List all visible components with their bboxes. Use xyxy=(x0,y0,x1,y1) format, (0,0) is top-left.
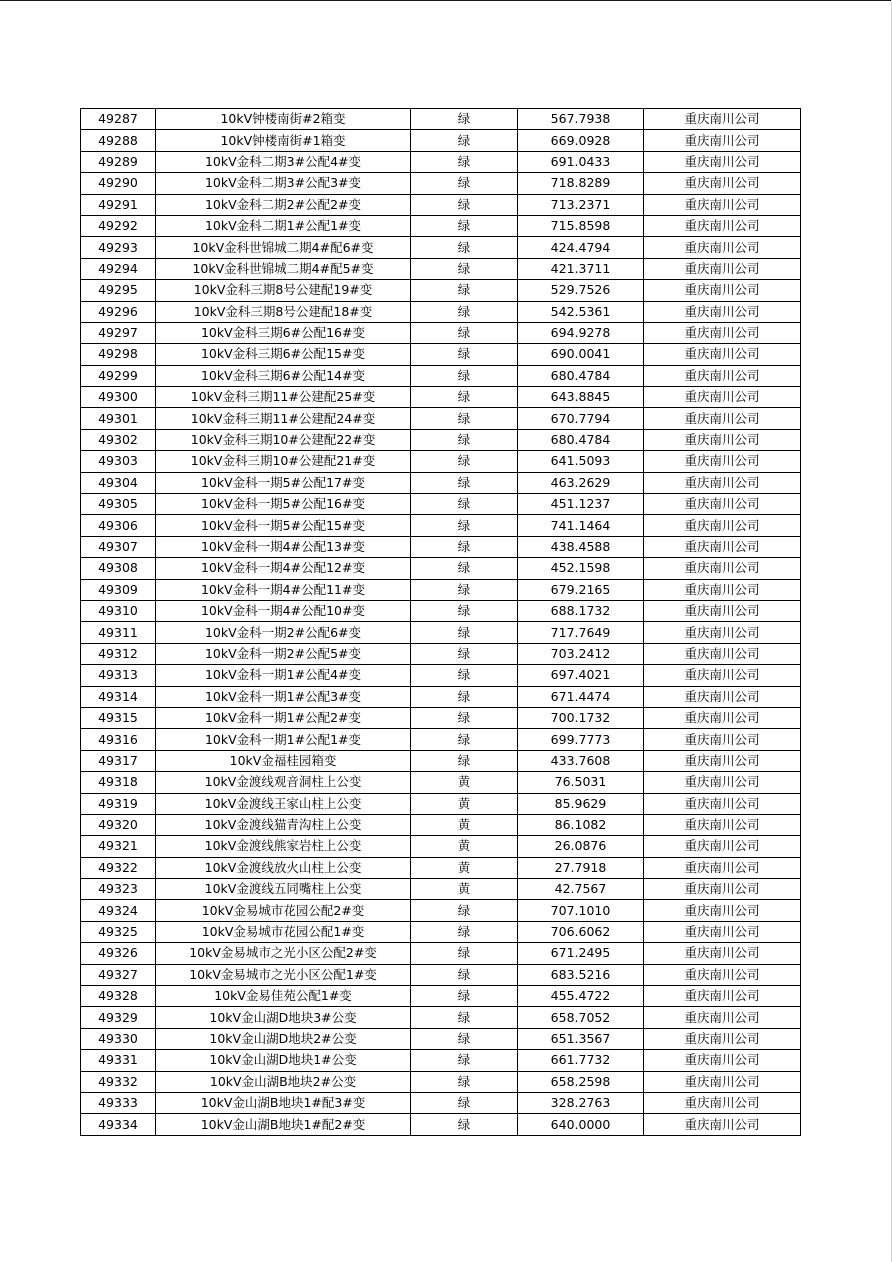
cell-transformer-name: 10kV金科一期5#公配16#变 xyxy=(156,494,411,515)
cell-status: 绿 xyxy=(411,515,518,536)
cell-value: 641.5093 xyxy=(518,451,644,472)
cell-company: 重庆南川公司 xyxy=(644,750,801,771)
cell-value: 707.1010 xyxy=(518,900,644,921)
cell-transformer-name: 10kV金科三期6#公配16#变 xyxy=(156,322,411,343)
cell-transformer-name: 10kV金渡线五同嘴柱上公变 xyxy=(156,879,411,900)
cell-company: 重庆南川公司 xyxy=(644,622,801,643)
cell-company: 重庆南川公司 xyxy=(644,130,801,151)
cell-value: 680.4784 xyxy=(518,429,644,450)
cell-transformer-name: 10kV金科一期5#公配15#变 xyxy=(156,515,411,536)
table-row xyxy=(81,387,801,408)
cell-value: 438.4588 xyxy=(518,536,644,557)
table-row xyxy=(81,130,801,151)
cell-transformer-name: 10kV金渡线猫青沟柱上公变 xyxy=(156,814,411,835)
cell-value: 669.0928 xyxy=(518,130,644,151)
cell-value: 700.1732 xyxy=(518,707,644,728)
cell-status: 绿 xyxy=(411,579,518,600)
cell-company: 重庆南川公司 xyxy=(644,258,801,279)
cell-value: 691.0433 xyxy=(518,151,644,172)
cell-id: 49289 xyxy=(81,151,156,172)
cell-transformer-name: 10kV金渡线观音洞柱上公变 xyxy=(156,772,411,793)
cell-status: 绿 xyxy=(411,365,518,386)
cell-status: 绿 xyxy=(411,964,518,985)
cell-status: 绿 xyxy=(411,344,518,365)
cell-transformer-name: 10kV金易城市之光小区公配1#变 xyxy=(156,964,411,985)
cell-company: 重庆南川公司 xyxy=(644,194,801,215)
table-row xyxy=(81,900,801,921)
cell-status: 绿 xyxy=(411,1050,518,1071)
cell-status: 绿 xyxy=(411,1007,518,1028)
cell-transformer-name: 10kV金科三期8号公建配19#变 xyxy=(156,280,411,301)
cell-status: 黄 xyxy=(411,793,518,814)
cell-status: 绿 xyxy=(411,322,518,343)
cell-id: 49299 xyxy=(81,365,156,386)
cell-status: 绿 xyxy=(411,943,518,964)
cell-transformer-name: 10kV金科一期2#公配5#变 xyxy=(156,643,411,664)
cell-value: 658.7052 xyxy=(518,1007,644,1028)
cell-status: 绿 xyxy=(411,151,518,172)
table-row xyxy=(81,494,801,515)
table-row xyxy=(81,707,801,728)
cell-company: 重庆南川公司 xyxy=(644,301,801,322)
cell-transformer-name: 10kV金山湖B地块1#配2#变 xyxy=(156,1114,411,1135)
cell-company: 重庆南川公司 xyxy=(644,579,801,600)
cell-id: 49319 xyxy=(81,793,156,814)
cell-id: 49334 xyxy=(81,1114,156,1135)
cell-transformer-name: 10kV金科二期2#公配2#变 xyxy=(156,194,411,215)
cell-status: 绿 xyxy=(411,536,518,557)
cell-value: 463.2629 xyxy=(518,472,644,493)
table-row xyxy=(81,665,801,686)
cell-status: 绿 xyxy=(411,109,518,130)
cell-transformer-name: 10kV金科二期3#公配4#变 xyxy=(156,151,411,172)
cell-transformer-name: 10kV金福桂园箱变 xyxy=(156,750,411,771)
cell-company: 重庆南川公司 xyxy=(644,408,801,429)
cell-value: 717.7649 xyxy=(518,622,644,643)
cell-status: 绿 xyxy=(411,280,518,301)
cell-company: 重庆南川公司 xyxy=(644,494,801,515)
cell-value: 76.5031 xyxy=(518,772,644,793)
table-row xyxy=(81,322,801,343)
cell-company: 重庆南川公司 xyxy=(644,429,801,450)
cell-company: 重庆南川公司 xyxy=(644,772,801,793)
cell-transformer-name: 10kV金科一期1#公配4#变 xyxy=(156,665,411,686)
cell-transformer-name: 10kV金科世锦城二期4#配6#变 xyxy=(156,237,411,258)
cell-company: 重庆南川公司 xyxy=(644,1092,801,1113)
cell-company: 重庆南川公司 xyxy=(644,643,801,664)
cell-company: 重庆南川公司 xyxy=(644,1071,801,1092)
cell-status: 绿 xyxy=(411,258,518,279)
cell-status: 绿 xyxy=(411,1028,518,1049)
cell-value: 86.1082 xyxy=(518,814,644,835)
cell-status: 绿 xyxy=(411,750,518,771)
table-row xyxy=(81,194,801,215)
table-row xyxy=(81,814,801,835)
cell-transformer-name: 10kV钟楼南街#1箱变 xyxy=(156,130,411,151)
cell-value: 679.2165 xyxy=(518,579,644,600)
cell-transformer-name: 10kV金科一期4#公配11#变 xyxy=(156,579,411,600)
table-row xyxy=(81,472,801,493)
cell-company: 重庆南川公司 xyxy=(644,280,801,301)
cell-transformer-name: 10kV金科三期6#公配15#变 xyxy=(156,344,411,365)
table-row xyxy=(81,600,801,621)
table-row xyxy=(81,536,801,557)
cell-value: 529.7526 xyxy=(518,280,644,301)
cell-value: 640.0000 xyxy=(518,1114,644,1135)
cell-value: 452.1598 xyxy=(518,558,644,579)
cell-value: 694.9278 xyxy=(518,322,644,343)
cell-status: 绿 xyxy=(411,665,518,686)
table-row xyxy=(81,921,801,942)
cell-id: 49333 xyxy=(81,1092,156,1113)
cell-value: 542.5361 xyxy=(518,301,644,322)
cell-transformer-name: 10kV金科二期1#公配1#变 xyxy=(156,215,411,236)
cell-status: 黄 xyxy=(411,857,518,878)
cell-status: 绿 xyxy=(411,387,518,408)
table-row xyxy=(81,643,801,664)
table-row xyxy=(81,451,801,472)
table-body xyxy=(81,109,801,1136)
cell-id: 49296 xyxy=(81,301,156,322)
cell-value: 680.4784 xyxy=(518,365,644,386)
cell-value: 42.7567 xyxy=(518,879,644,900)
cell-id: 49287 xyxy=(81,109,156,130)
cell-id: 49315 xyxy=(81,707,156,728)
cell-status: 绿 xyxy=(411,622,518,643)
cell-company: 重庆南川公司 xyxy=(644,344,801,365)
cell-value: 688.1732 xyxy=(518,600,644,621)
cell-id: 49316 xyxy=(81,729,156,750)
cell-id: 49324 xyxy=(81,900,156,921)
cell-transformer-name: 10kV金科一期4#公配10#变 xyxy=(156,600,411,621)
cell-company: 重庆南川公司 xyxy=(644,814,801,835)
cell-id: 49331 xyxy=(81,1050,156,1071)
cell-company: 重庆南川公司 xyxy=(644,365,801,386)
table-row xyxy=(81,151,801,172)
cell-id: 49323 xyxy=(81,879,156,900)
cell-value: 699.7773 xyxy=(518,729,644,750)
cell-value: 451.1237 xyxy=(518,494,644,515)
cell-status: 绿 xyxy=(411,729,518,750)
cell-id: 49305 xyxy=(81,494,156,515)
cell-value: 683.5216 xyxy=(518,964,644,985)
table-row xyxy=(81,750,801,771)
table-row xyxy=(81,558,801,579)
cell-transformer-name: 10kV金渡线王家山柱上公变 xyxy=(156,793,411,814)
cell-transformer-name: 10kV金山湖D地块1#公变 xyxy=(156,1050,411,1071)
cell-status: 黄 xyxy=(411,814,518,835)
cell-value: 706.6062 xyxy=(518,921,644,942)
cell-company: 重庆南川公司 xyxy=(644,558,801,579)
cell-id: 49332 xyxy=(81,1071,156,1092)
cell-id: 49310 xyxy=(81,600,156,621)
cell-transformer-name: 10kV金渡线放火山柱上公变 xyxy=(156,857,411,878)
table-row xyxy=(81,173,801,194)
cell-id: 49311 xyxy=(81,622,156,643)
cell-status: 绿 xyxy=(411,1071,518,1092)
table-row xyxy=(81,729,801,750)
cell-value: 690.0041 xyxy=(518,344,644,365)
cell-transformer-name: 10kV金科三期10#公建配22#变 xyxy=(156,429,411,450)
cell-id: 49291 xyxy=(81,194,156,215)
table-row xyxy=(81,408,801,429)
cell-company: 重庆南川公司 xyxy=(644,215,801,236)
cell-status: 绿 xyxy=(411,451,518,472)
cell-id: 49307 xyxy=(81,536,156,557)
table-row xyxy=(81,986,801,1007)
cell-transformer-name: 10kV金易城市花园公配1#变 xyxy=(156,921,411,942)
cell-id: 49309 xyxy=(81,579,156,600)
cell-company: 重庆南川公司 xyxy=(644,836,801,857)
table-row xyxy=(81,686,801,707)
cell-transformer-name: 10kV钟楼南街#2箱变 xyxy=(156,109,411,130)
cell-id: 49317 xyxy=(81,750,156,771)
table-row xyxy=(81,1050,801,1071)
cell-value: 26.0876 xyxy=(518,836,644,857)
cell-company: 重庆南川公司 xyxy=(644,536,801,557)
cell-id: 49303 xyxy=(81,451,156,472)
cell-value: 715.8598 xyxy=(518,215,644,236)
cell-company: 重庆南川公司 xyxy=(644,686,801,707)
cell-transformer-name: 10kV金科一期5#公配17#变 xyxy=(156,472,411,493)
cell-id: 49294 xyxy=(81,258,156,279)
cell-status: 黄 xyxy=(411,836,518,857)
cell-company: 重庆南川公司 xyxy=(644,1050,801,1071)
cell-company: 重庆南川公司 xyxy=(644,1028,801,1049)
table-row xyxy=(81,1071,801,1092)
table-row xyxy=(81,772,801,793)
cell-id: 49298 xyxy=(81,344,156,365)
cell-value: 718.8289 xyxy=(518,173,644,194)
table-row xyxy=(81,215,801,236)
cell-id: 49322 xyxy=(81,857,156,878)
table-row xyxy=(81,344,801,365)
cell-id: 49308 xyxy=(81,558,156,579)
cell-value: 661.7732 xyxy=(518,1050,644,1071)
cell-value: 741.1464 xyxy=(518,515,644,536)
cell-transformer-name: 10kV金山湖D地块2#公变 xyxy=(156,1028,411,1049)
cell-status: 绿 xyxy=(411,643,518,664)
cell-id: 49327 xyxy=(81,964,156,985)
cell-company: 重庆南川公司 xyxy=(644,964,801,985)
table-row xyxy=(81,301,801,322)
cell-transformer-name: 10kV金科一期1#公配1#变 xyxy=(156,729,411,750)
cell-status: 黄 xyxy=(411,879,518,900)
cell-transformer-name: 10kV金渡线熊家岩柱上公变 xyxy=(156,836,411,857)
cell-value: 670.7794 xyxy=(518,408,644,429)
cell-status: 绿 xyxy=(411,558,518,579)
cell-id: 49288 xyxy=(81,130,156,151)
cell-transformer-name: 10kV金科二期3#公配3#变 xyxy=(156,173,411,194)
cell-status: 绿 xyxy=(411,194,518,215)
cell-id: 49326 xyxy=(81,943,156,964)
cell-id: 49329 xyxy=(81,1007,156,1028)
cell-company: 重庆南川公司 xyxy=(644,729,801,750)
cell-status: 绿 xyxy=(411,472,518,493)
cell-company: 重庆南川公司 xyxy=(644,109,801,130)
table-row xyxy=(81,1007,801,1028)
cell-id: 49302 xyxy=(81,429,156,450)
cell-status: 绿 xyxy=(411,494,518,515)
cell-status: 绿 xyxy=(411,130,518,151)
cell-id: 49304 xyxy=(81,472,156,493)
table-row xyxy=(81,1028,801,1049)
table-row xyxy=(81,879,801,900)
cell-status: 绿 xyxy=(411,900,518,921)
cell-status: 绿 xyxy=(411,301,518,322)
cell-id: 49313 xyxy=(81,665,156,686)
cell-company: 重庆南川公司 xyxy=(644,173,801,194)
cell-transformer-name: 10kV金科三期10#公建配21#变 xyxy=(156,451,411,472)
cell-id: 49292 xyxy=(81,215,156,236)
table-row xyxy=(81,943,801,964)
cell-id: 49295 xyxy=(81,280,156,301)
cell-id: 49318 xyxy=(81,772,156,793)
table-row xyxy=(81,515,801,536)
cell-value: 455.4722 xyxy=(518,986,644,1007)
cell-company: 重庆南川公司 xyxy=(644,665,801,686)
cell-value: 658.2598 xyxy=(518,1071,644,1092)
cell-transformer-name: 10kV金易城市花园公配2#变 xyxy=(156,900,411,921)
cell-company: 重庆南川公司 xyxy=(644,237,801,258)
cell-status: 绿 xyxy=(411,408,518,429)
table-row xyxy=(81,1114,801,1135)
cell-status: 黄 xyxy=(411,772,518,793)
cell-value: 651.3567 xyxy=(518,1028,644,1049)
cell-company: 重庆南川公司 xyxy=(644,986,801,1007)
cell-value: 713.2371 xyxy=(518,194,644,215)
cell-id: 49290 xyxy=(81,173,156,194)
cell-company: 重庆南川公司 xyxy=(644,515,801,536)
table-row xyxy=(81,1092,801,1113)
cell-id: 49301 xyxy=(81,408,156,429)
cell-value: 703.2412 xyxy=(518,643,644,664)
cell-value: 697.4021 xyxy=(518,665,644,686)
cell-transformer-name: 10kV金山湖B地块1#配3#变 xyxy=(156,1092,411,1113)
table-row xyxy=(81,429,801,450)
cell-id: 49306 xyxy=(81,515,156,536)
cell-company: 重庆南川公司 xyxy=(644,151,801,172)
cell-status: 绿 xyxy=(411,921,518,942)
cell-status: 绿 xyxy=(411,237,518,258)
table-row xyxy=(81,857,801,878)
cell-value: 433.7608 xyxy=(518,750,644,771)
cell-company: 重庆南川公司 xyxy=(644,387,801,408)
cell-transformer-name: 10kV金科一期2#公配6#变 xyxy=(156,622,411,643)
table-row xyxy=(81,365,801,386)
cell-company: 重庆南川公司 xyxy=(644,1114,801,1135)
cell-id: 49330 xyxy=(81,1028,156,1049)
cell-company: 重庆南川公司 xyxy=(644,707,801,728)
cell-transformer-name: 10kV金科世锦城二期4#配5#变 xyxy=(156,258,411,279)
page-top-border xyxy=(0,0,892,1)
cell-status: 绿 xyxy=(411,215,518,236)
cell-transformer-name: 10kV金科三期8号公建配18#变 xyxy=(156,301,411,322)
cell-value: 424.4794 xyxy=(518,237,644,258)
cell-transformer-name: 10kV金山湖B地块2#公变 xyxy=(156,1071,411,1092)
table-row xyxy=(81,258,801,279)
cell-id: 49325 xyxy=(81,921,156,942)
cell-company: 重庆南川公司 xyxy=(644,943,801,964)
cell-company: 重庆南川公司 xyxy=(644,921,801,942)
cell-value: 27.7918 xyxy=(518,857,644,878)
table-row xyxy=(81,793,801,814)
cell-status: 绿 xyxy=(411,1114,518,1135)
cell-value: 85.9629 xyxy=(518,793,644,814)
cell-company: 重庆南川公司 xyxy=(644,1007,801,1028)
cell-id: 49328 xyxy=(81,986,156,1007)
cell-status: 绿 xyxy=(411,429,518,450)
cell-value: 328.2763 xyxy=(518,1092,644,1113)
cell-id: 49297 xyxy=(81,322,156,343)
table-row xyxy=(81,836,801,857)
cell-status: 绿 xyxy=(411,600,518,621)
cell-company: 重庆南川公司 xyxy=(644,322,801,343)
cell-id: 49320 xyxy=(81,814,156,835)
cell-company: 重庆南川公司 xyxy=(644,857,801,878)
cell-status: 绿 xyxy=(411,686,518,707)
cell-id: 49321 xyxy=(81,836,156,857)
cell-company: 重庆南川公司 xyxy=(644,600,801,621)
cell-transformer-name: 10kV金科三期11#公建配25#变 xyxy=(156,387,411,408)
cell-company: 重庆南川公司 xyxy=(644,900,801,921)
cell-transformer-name: 10kV金科一期1#公配2#变 xyxy=(156,707,411,728)
cell-id: 49314 xyxy=(81,686,156,707)
cell-value: 671.2495 xyxy=(518,943,644,964)
table-row xyxy=(81,622,801,643)
table-row xyxy=(81,237,801,258)
table-row xyxy=(81,579,801,600)
cell-company: 重庆南川公司 xyxy=(644,879,801,900)
cell-id: 49293 xyxy=(81,237,156,258)
cell-company: 重庆南川公司 xyxy=(644,472,801,493)
table-row xyxy=(81,280,801,301)
table-row xyxy=(81,109,801,130)
cell-company: 重庆南川公司 xyxy=(644,451,801,472)
cell-transformer-name: 10kV金易佳苑公配1#变 xyxy=(156,986,411,1007)
data-table xyxy=(80,108,801,1136)
cell-transformer-name: 10kV金科一期4#公配13#变 xyxy=(156,536,411,557)
cell-value: 643.8845 xyxy=(518,387,644,408)
cell-id: 49300 xyxy=(81,387,156,408)
cell-transformer-name: 10kV金易城市之光小区公配2#变 xyxy=(156,943,411,964)
cell-status: 绿 xyxy=(411,986,518,1007)
cell-transformer-name: 10kV金科三期11#公建配24#变 xyxy=(156,408,411,429)
cell-transformer-name: 10kV金科一期1#公配3#变 xyxy=(156,686,411,707)
table-row xyxy=(81,964,801,985)
cell-transformer-name: 10kV金科一期4#公配12#变 xyxy=(156,558,411,579)
cell-company: 重庆南川公司 xyxy=(644,793,801,814)
cell-status: 绿 xyxy=(411,173,518,194)
cell-value: 671.4474 xyxy=(518,686,644,707)
cell-id: 49312 xyxy=(81,643,156,664)
cell-status: 绿 xyxy=(411,707,518,728)
cell-value: 421.3711 xyxy=(518,258,644,279)
cell-value: 567.7938 xyxy=(518,109,644,130)
cell-transformer-name: 10kV金科三期6#公配14#变 xyxy=(156,365,411,386)
cell-transformer-name: 10kV金山湖D地块3#公变 xyxy=(156,1007,411,1028)
cell-status: 绿 xyxy=(411,1092,518,1113)
